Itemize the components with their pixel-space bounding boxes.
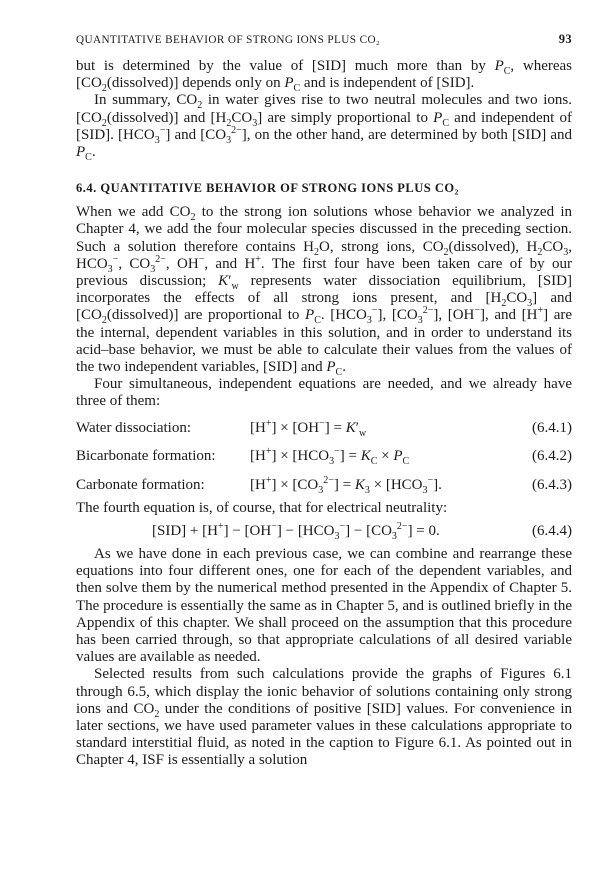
paragraph: The fourth equation is, of course, that for electrical neutrality: [76, 500, 448, 517]
equation-number: (6.4.3) [532, 477, 572, 494]
paragraph: As we have done in each previous case, we can combine and rearrange these equations into four different ones, one for each of the dependent variables, and then solve them by the numerical method presented in the Appendix of Chapter 5. The procedure is essentially the same as in Chapter 5, and is outlined briefly in the Appendix of this chapter. We shall proceed on the assumption that this procedure has been carried through, so that appropriate calculations of all desired variable values are available as needed. [76, 546, 572, 666]
paragraph: but is determined by the value of [SID] much more than by $P_C$, whereas $[CO_2(dissolved)]$ depends only on $P_C$ and is independent of [SID]. [76, 58, 573, 95]
paragraph: When we add $CO_2$ to the strong ion solutions whose behavior we analyzed in Chapter 4, we add the four molecular species discussed in the preceding section. Such a solution therefore contains $H_2O$, strong ions, $CO_2(dissolved)$, $H_2CO_3$, $HCO_3^-$, $CO_3^{2-}$, OH−, and H+. The first four have been taken care of by our previous discussion; $K'_w$ represents water dissociation equilibrium, [SID] incorporates the effects of all strong ions present, and $[H_2CO_3]$ and $[CO_2(dissolved)]$ are proportional to $P_C$. $[HCO_3^-]$, $[CO_3^{2-}]$, [OH−], and [H+] are the internal, dependent variables in this solution, and in order to understand its acid–base behavior, we must be able to calculate their values from the values of the two independent variables, [SID] and $P_C$. [76, 204, 573, 379]
equation-number: (6.4.2) [532, 448, 572, 465]
equation-expression: $[H^+] \times [OH^-] = K'_w$ [250, 417, 367, 439]
running-title: QUANTITATIVE BEHAVIOR OF STRONG IONS PLUS CO₂ [76, 34, 381, 46]
equation-expression: $[H^+] \times [CO_3^{2-}] = K_3 \times [HCO_3^-]$. [250, 475, 442, 497]
equation-6-4-4 [76, 517, 572, 546]
page [76, 30, 572, 770]
paragraph: Selected results from such calculations provide the graphs of Figures 6.1 through 6.5, which display the ionic behavior of solutions containing only strong ions and $CO_2$ under the conditions of positive [SID] values. For convenience in later sections, we have used parameter values in these calculations appropriate to standard interstitial fluid, as noted in the caption to Figure 6.1. As pointed out in Chapter 4, ISF is essentially a solution [76, 666, 572, 769]
page-number: 93 [558, 32, 572, 46]
equation-label: Water dissociation: [76, 419, 192, 436]
paragraph: In summary, $CO_2$ in water gives rise to two neutral molecules and two ions. $[CO_2(dissolved)]$ and $[H_2CO_3]$ are simply proportional to $P_C$ and independent of [SID]. $[HCO_3^-]$ and $[CO_3^{2-}]$, on the other hand, are determined by both [SID] and $P_C$. [76, 92, 573, 164]
equation-expression: $[SID] + [H^+] - [OH^-] - [HCO_3^-] - [CO_3^{2-}] = 0$. [152, 521, 440, 543]
equation-label: Carbonate formation: [76, 477, 205, 494]
equation-expression: $[H^+] \times [HCO_3^-] = K_C \times P_C$ [250, 446, 410, 468]
equation-number: (6.4.1) [532, 419, 572, 436]
paragraph: Four simultaneous, independent equations are needed, and we already have three of them: [76, 376, 572, 410]
section-heading: 6.4. QUANTITATIVE BEHAVIOR OF STRONG IONS PLUS CO₂ [76, 181, 459, 196]
equation-6-4-2 [76, 442, 572, 471]
running-header [76, 30, 572, 48]
equation-6-4-3 [76, 471, 572, 500]
equation-label: Bicarbonate formation: [76, 448, 216, 465]
equation-6-4-1 [76, 414, 572, 443]
equation-number: (6.4.4) [532, 523, 572, 540]
